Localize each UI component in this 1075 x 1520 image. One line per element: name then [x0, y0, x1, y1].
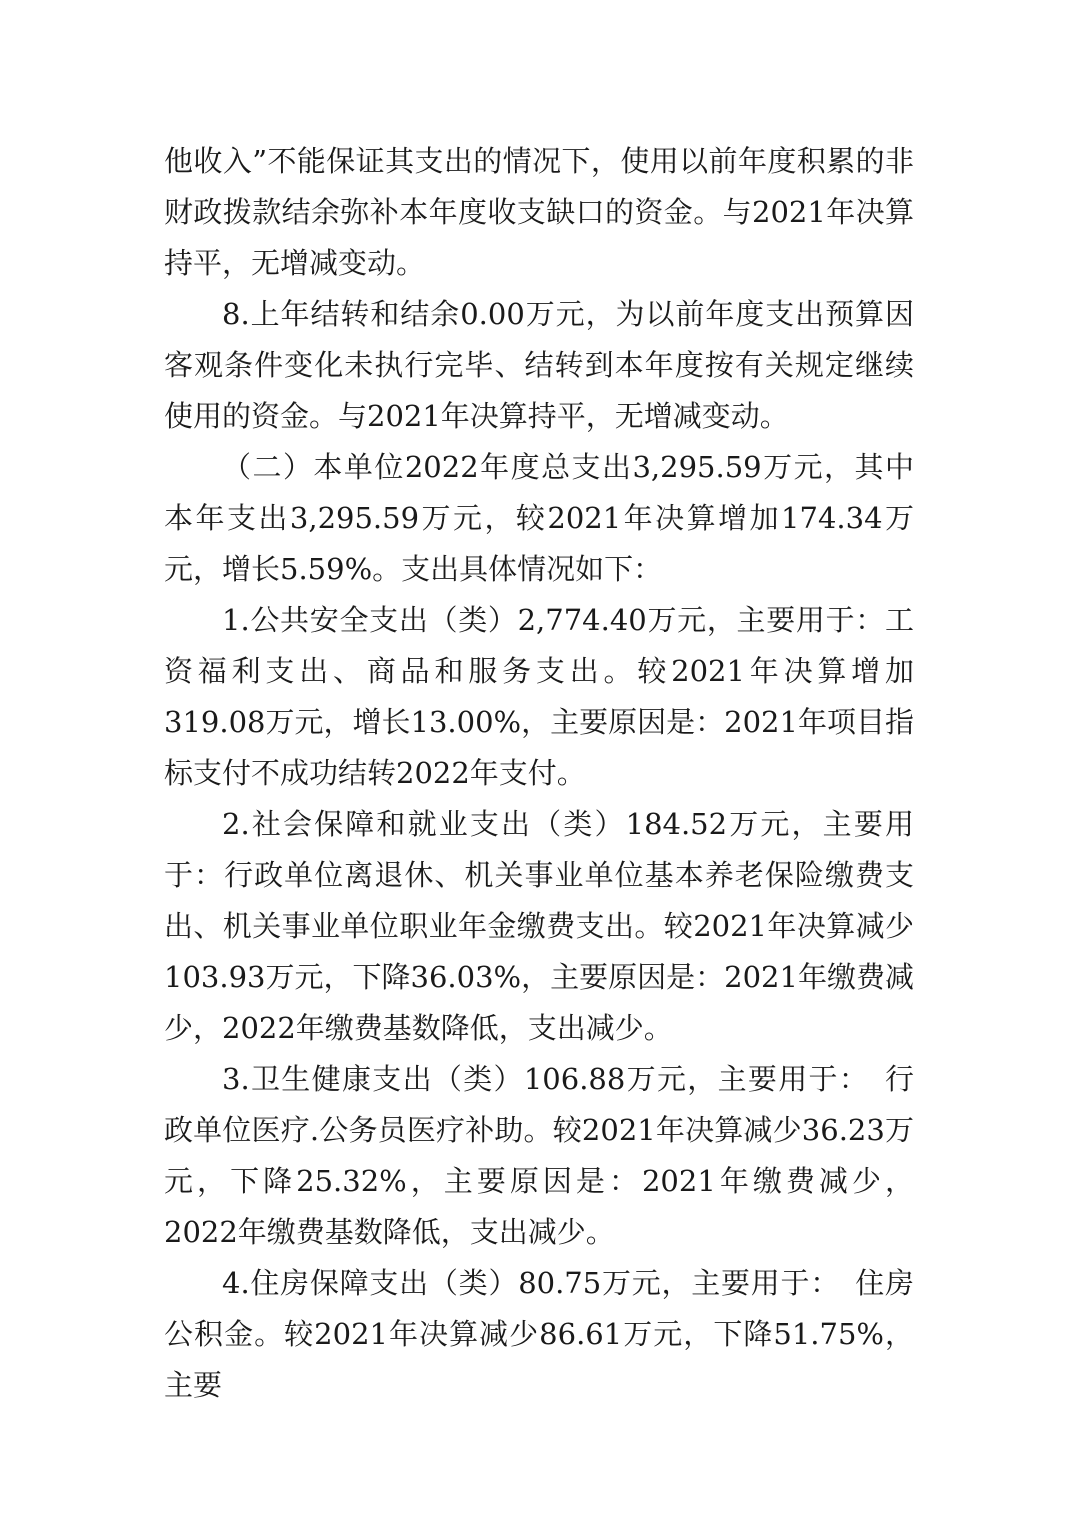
paragraph-section-2-total-expenditure: （二）本单位2022年度总支出3,295.59万元，其中本年支出3,295.59万元，较2021年决算增加174.34万元，增长5.59%。支出具体情况如下：	[164, 450, 914, 586]
paragraph-housing-expense: 4.住房保障支出（类）80.75万元，主要用于： 住房公积金。较2021年决算减少86.61万元，下降51.75%，主要	[164, 1266, 914, 1402]
paragraph-continuation: 他收入”不能保证其支出的情况下，使用以前年度积累的非财政拨款结余弥补本年度收支缺口的资金。与2021年决算持平，无增减变动。	[164, 144, 914, 280]
paragraph-item-8-carryover: 8.上年结转和结余0.00万元，为以前年度支出预算因客观条件变化未执行完毕、结转到本年度按有关规定继续使用的资金。与2021年决算持平，无增减变动。	[164, 297, 914, 433]
paragraph-social-security-expense: 2.社会保障和就业支出（类）184.52万元，主要用于：行政单位离退休、机关事业单位基本养老保险缴费支出、机关事业单位职业年金缴费支出。较2021年决算减少103.93万元，下降36.03%，主要原因是：2021年缴费减少，2022年缴费基数降低，支出减少。	[164, 807, 914, 1045]
document-body	[164, 136, 914, 1411]
paragraph-health-expense: 3.卫生健康支出（类）106.88万元，主要用于： 行政单位医疗.公务员医疗补助。较2021年决算减少36.23万元，下降25.32%，主要原因是：2021年缴费减少，2022年缴费基数降低，支出减少。	[164, 1062, 914, 1249]
paragraph-public-security-expense: 1.公共安全支出（类）2,774.40万元，主要用于：工资福利支出、商品和服务支出。较2021年决算增加319.08万元，增长13.00%，主要原因是：2021年项目指标支付不成功结转2022年支付。	[164, 603, 914, 790]
